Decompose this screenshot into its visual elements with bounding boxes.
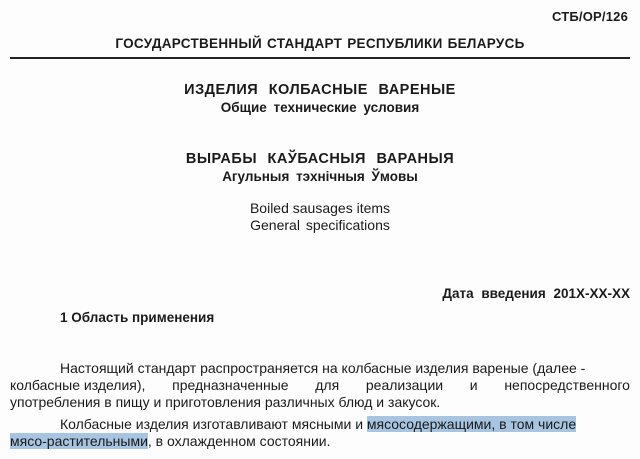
scope-paragraph-2 [10,416,630,450]
paragraph-line: Настоящий стандарт распространяется на колбасные изделия вареные (далее - [60,360,586,376]
paragraph-line: употребления в пищу и приготовления различных блюд и закусок. [10,394,441,410]
paragraph-word: и [469,377,478,393]
scope-paragraph-1 [10,360,630,411]
paragraph-line [10,433,630,450]
section-heading: 1 Область применения [60,310,215,325]
paragraph-word: непосредственного [504,377,630,393]
highlighted-text: мясосодержащими, в том числе [366,416,577,432]
belarusian-subtitle: Агульныя тэхнічныя Ўмовы [222,169,418,184]
russian-title: ИЗДЕЛИЯ КОЛБАСНЫЕ ВАРЕНЫЕ [184,82,456,98]
paragraph-line [10,416,630,433]
paragraph-word: для [315,377,340,393]
english-subtitle: General specifications [250,217,390,233]
paragraph-line-justified [10,377,630,394]
paragraph-text: , в охлажденном состоянии. [147,433,331,449]
highlighted-text: мясо-растительными [10,433,148,449]
paragraph-text: Колбасные изделия изготавливают мясными и [60,416,367,432]
russian-subtitle: Общие технические условия [220,100,420,115]
document-code: СТБ/ОР/126 [551,9,628,24]
introduction-date: Дата введения 201Х-ХХ-ХХ [442,286,630,301]
paragraph-word: колбасные изделия), [10,377,146,393]
paragraph-word: реализации [365,377,444,393]
belarusian-title: ВЫРАБЫ КАЎБАСНЫЯ ВАРАНЫЯ [185,151,455,167]
header-divider [10,57,630,59]
standard-title: ГОСУДАРСТВЕННЫЙ СТАНДАРТ РЕСПУБЛИКИ БЕЛАРУСЬ [115,36,525,51]
paragraph-word: предназначенные [172,377,289,393]
english-title: Boiled sausages items [249,200,391,216]
